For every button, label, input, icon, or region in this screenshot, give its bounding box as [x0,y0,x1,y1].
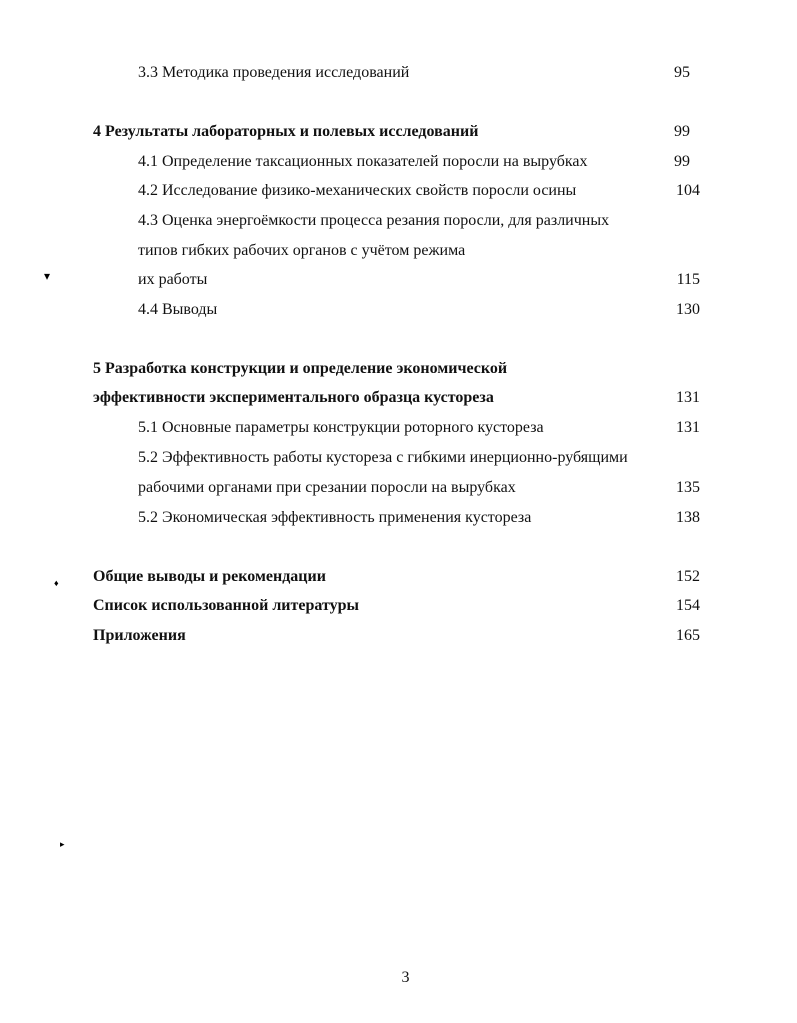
scan-mark: ♦ [54,578,59,588]
toc-entry-5-1: 5.1 Основные параметры конструкции роторного кустореза [138,419,544,436]
toc-entry-4-4: 4.4 Выводы [138,301,218,318]
scan-mark: ▸ [60,839,65,849]
toc-chapter-4: 4 Результаты лабораторных и полевых исследований [93,123,479,140]
toc-entry-5-2b: 5.2 Экономическая эффективность применения кустореза [138,509,532,526]
toc-page-4-4: 130 [676,301,700,318]
toc-chapter-5-line2: эффективности экспериментального образца кустореза [93,389,494,406]
toc-chapter-5-line1: 5 Разработка конструкции и определение экономической [93,360,508,377]
toc-page-5-1: 131 [676,419,700,436]
toc-appendices: Приложения [93,627,186,644]
toc-entry-4-1: 4.1 Определение таксационных показателей поросли на вырубках [138,153,588,170]
toc-entry-4-2: 4.2 Исследование физико-механических свойств поросли осины [138,182,577,199]
toc-page-conclusions: 152 [676,568,700,585]
toc-page-5-2b: 138 [676,509,700,526]
toc-page-5-2: 135 [676,479,700,496]
toc-entry-4-3-line3: их работы [138,271,208,288]
toc-conclusions: Общие выводы и рекомендации [93,568,326,585]
toc-page-3-3: 95 [674,64,690,81]
toc-page-appendices: 165 [676,627,700,644]
toc-page-4-1: 99 [674,153,690,170]
toc-entry-5-2-line2: рабочими органами при срезании поросли на вырубках [138,479,516,496]
toc-entry-4-3-line1: 4.3 Оценка энергоёмкости процесса резания поросли, для различных [138,212,610,229]
toc-page-4: 99 [674,123,690,140]
toc-entry-5-2-line1: 5.2 Эффективность работы кустореза с гибкими инерционно-рубящими [138,449,628,466]
toc-page-4-2: 104 [676,182,700,199]
toc-page-4-3: 115 [676,271,700,288]
scan-mark: ▾ [44,269,51,283]
toc-page-5: 131 [676,389,700,406]
page-number: 3 [401,969,410,986]
toc-entry-3-3: 3.3 Методика проведения исследований [138,64,410,81]
toc-references: Список использованной литературы [93,597,359,614]
toc-entry-4-3-line2: типов гибких рабочих органов с учётом режима [138,242,466,259]
toc-page-references: 154 [676,597,700,614]
